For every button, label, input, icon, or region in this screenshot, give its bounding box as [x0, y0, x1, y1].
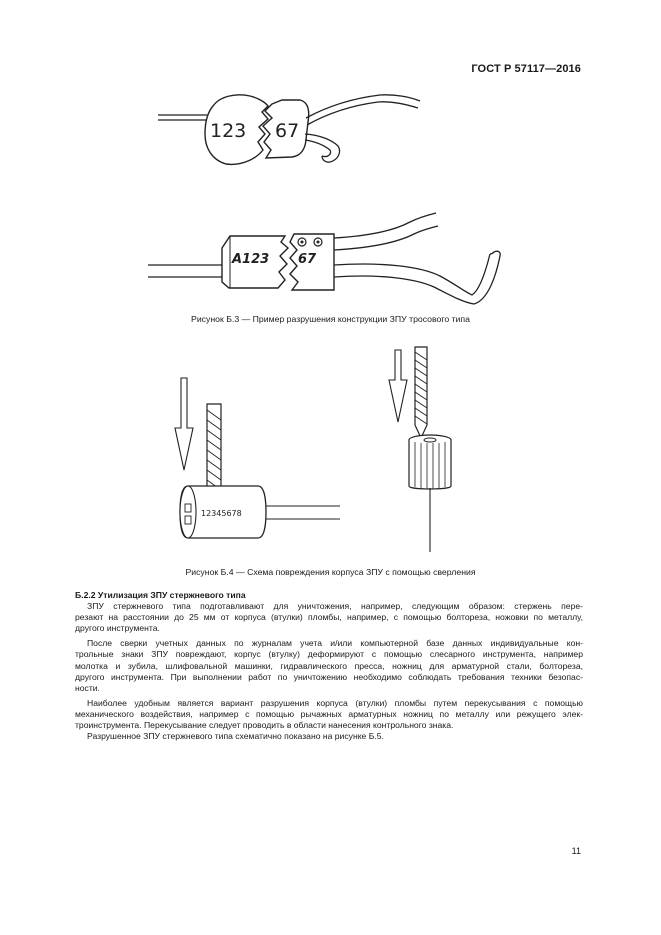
paragraph-line: После сверки учетных данных по журналам учета и/или компьютерной базе данных индивидуальные кон-: [87, 638, 583, 649]
bottom-seal-left-number: A123: [232, 252, 270, 267]
figure-b4-caption: Рисунок Б.4 — Схема повреждения корпуса ЗПУ с помощью сверления: [185, 567, 476, 577]
drill-direction-arrow-left-icon: [175, 378, 193, 470]
paragraph-1: [75, 601, 583, 634]
section-body: [75, 590, 583, 742]
drill-direction-arrow-right-icon: [389, 350, 407, 422]
paragraph-line: ЗПУ стержневого типа подготавливают для уничтожения, например, следующим образом: стержень пере-: [87, 601, 583, 612]
paragraph-line: механического воздействия, например с помощью рычажных арматурных ножниц по металлу или режущего элек-: [75, 708, 583, 719]
paragraph-line: резают на расстоянии до 25 мм от корпуса (втулки) пломбы, например, с помощью болтореза, ножовки по металлу,: [75, 612, 583, 623]
paragraph-line: трольные знаки ЗПУ повреждают, корпус (втулку) деформируют с помощью слесарного инструмента, например: [75, 649, 583, 660]
page-number: 11: [571, 846, 581, 856]
paragraph-4: [75, 731, 583, 742]
bottom-seal-right-number: 67: [298, 252, 317, 267]
paragraph-line: Наиболее удобным является вариант разрушения корпуса (втулки) пломбы путем перекусывания с помощью: [87, 697, 583, 708]
paragraph-line: молотка и зубила, шлифовальной машинки, гидравлического пресса, ножниц для арматурной стали, болтореза,: [75, 660, 583, 671]
paragraph-2: [75, 638, 583, 693]
paragraph-3: [75, 698, 583, 731]
document-header: ГОСТ Р 57117—2016: [471, 63, 581, 75]
left-body-number: 12345678: [201, 509, 242, 518]
paragraph-line: ности.: [75, 682, 100, 693]
paragraph-line: другого инструмента. При выполнении работ по уничтожению необходимо соблюдать требования техники безопас-: [75, 671, 583, 682]
figure-b3-caption: Рисунок Б.3 — Пример разрушения конструкции ЗПУ тросового типа: [191, 314, 470, 324]
top-seal-right-number: 67: [275, 120, 300, 142]
paragraph-line: троинструмента. Перекусывание следует проводить в области нанесения контрольного знака.: [75, 720, 454, 731]
top-seal-left-number: 123: [210, 120, 247, 142]
paragraph-line: другого инструмента.: [75, 623, 160, 634]
paragraph-line: Разрушенное ЗПУ стержневого типа схематично показано на рисунке Б.5.: [87, 731, 384, 742]
section-title: Б.2.2 Утилизация ЗПУ стержневого типа: [75, 590, 246, 600]
